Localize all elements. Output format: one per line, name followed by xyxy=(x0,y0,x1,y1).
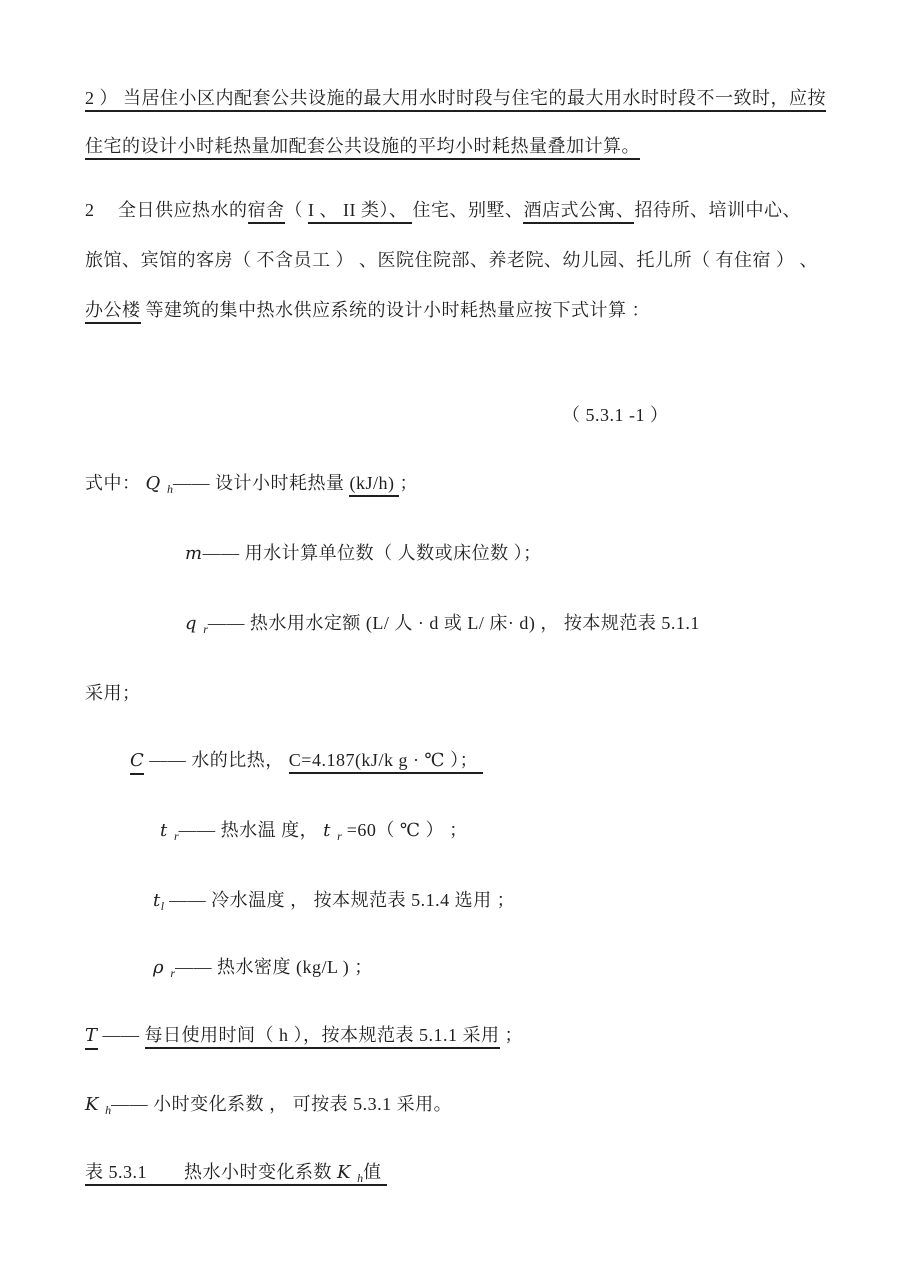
definition-qh-unit-underlined: (kJ/h) xyxy=(349,473,399,497)
var-tr2-subscript: r xyxy=(337,829,342,843)
definition-qr-continuation-text: 采用； xyxy=(85,683,141,703)
para2-line2 xyxy=(85,247,818,273)
definition-c-text: —— 水的比热， xyxy=(144,750,289,770)
equation-number-text: （ 5.3.1 -1 ） xyxy=(562,405,669,425)
table-caption-underlined xyxy=(85,1162,387,1186)
var-m: m xyxy=(185,543,203,564)
var-tr: t xyxy=(160,820,174,841)
definition-tr xyxy=(160,817,468,849)
definition-K xyxy=(85,1091,452,1123)
definition-lead: 式中： xyxy=(85,473,146,493)
para2-office-underlined: 办公楼 xyxy=(85,300,141,324)
para2-prefix: 2 全日供应热水的 xyxy=(85,200,248,220)
var-rho-subscript: r xyxy=(170,966,175,980)
definition-tr-text: —— 热水温 度， xyxy=(178,820,324,840)
table-caption-tail: 值 xyxy=(363,1162,387,1182)
para1-line1-text: 2 ） 当居住小区内配套公共设施的最大用水时时段与住宅的最大用水时时段不一致时，应按 xyxy=(85,88,826,112)
var-tr2: t xyxy=(323,820,338,841)
para2-line2-text: 旅馆、宾馆的客房（ 不含员工 ） 、医院住院部、养老院、幼儿园、托儿所（ 有住宿 ） 、 xyxy=(85,250,818,270)
definition-tr-value: =60（ ℃ ） ； xyxy=(341,820,468,840)
definition-rho xyxy=(153,954,373,986)
definition-qr xyxy=(185,610,700,642)
para2-line3 xyxy=(85,297,650,323)
definition-rho-text: —— 热水密度 (kg/L ) ； xyxy=(174,957,373,977)
var-qr-subscript: r xyxy=(203,622,208,636)
definition-K-text: —— 小时变化系数 ， 可按表 5.3.1 采用。 xyxy=(111,1094,453,1114)
equation-number xyxy=(562,402,669,428)
table-caption-var-Kh: K xyxy=(337,1162,358,1183)
var-Qh: Q xyxy=(145,473,167,494)
definition-c xyxy=(130,747,483,774)
var-T-underlined: T xyxy=(85,1025,98,1050)
var-Kh: K xyxy=(85,1094,106,1115)
para1-line2 xyxy=(85,133,640,159)
para2-mid: 住宅、别墅、 xyxy=(412,200,524,220)
para2-dorm-underlined: 宿舍 xyxy=(248,200,285,224)
para2-class-underlined: I 、 II 类）、 xyxy=(308,200,412,224)
definition-c-value-underlined: C=4.187(kJ/k g · ℃ ）； xyxy=(289,750,483,774)
definition-T-dash: —— xyxy=(97,1025,145,1045)
var-tr-subscript: r xyxy=(173,829,179,843)
definition-qr-text: —— 热水用水定额 (L/ 人 · d 或 L/ 床· d) ， 按本规范表 5.1.1 xyxy=(207,613,700,633)
para2-paren: （ xyxy=(284,200,308,220)
definition-m-text: —— 用水计算单位数（ 人数或床位数 ）； xyxy=(202,543,542,563)
definition-qh-text: —— 设计小时耗热量 xyxy=(172,473,350,493)
var-qr: q xyxy=(185,613,204,634)
var-tl-subscript: l xyxy=(160,899,165,913)
table-caption xyxy=(85,1159,387,1191)
definition-tl-text: —— 冷水温度 ， 按本规范表 5.1.4 选用 ； xyxy=(164,890,516,910)
var-Qh-subscript: h xyxy=(166,482,173,496)
para2-line1 xyxy=(85,197,801,223)
para1-line2-text: 住宅的设计小时耗热量加配套公共设施的平均小时耗热量叠加计算。 xyxy=(85,136,640,160)
para2-line3-text: 等建筑的集中热水供应系统的设计小时耗热量应按下式计算 ： xyxy=(140,300,650,320)
definition-tl xyxy=(153,887,515,919)
table-caption-var-Kh-subscript: h xyxy=(357,1171,364,1185)
definition-qh-tail: ； xyxy=(399,473,418,493)
var-C-underlined: C xyxy=(130,750,144,775)
para2-hotel-apartment-underlined: 酒店式公寓、 xyxy=(523,200,634,224)
var-rho: ρ xyxy=(153,957,171,978)
table-caption-lead: 表 5.3.1 热水小时变化系数 xyxy=(85,1162,337,1182)
var-tl: t xyxy=(153,890,161,911)
definition-qh xyxy=(85,470,418,502)
definition-qr-continuation xyxy=(85,680,141,706)
definition-T xyxy=(85,1022,523,1049)
var-Kh-subscript: h xyxy=(105,1103,112,1117)
definition-T-tail: ； xyxy=(499,1025,524,1045)
definition-T-text-underlined: 每日使用时间（ h ），按本规范表 5.1.1 采用 xyxy=(145,1025,500,1049)
definition-m xyxy=(185,540,542,567)
para1-line1 xyxy=(85,85,826,111)
para2-tail: 招待所、培训中心、 xyxy=(634,200,801,220)
